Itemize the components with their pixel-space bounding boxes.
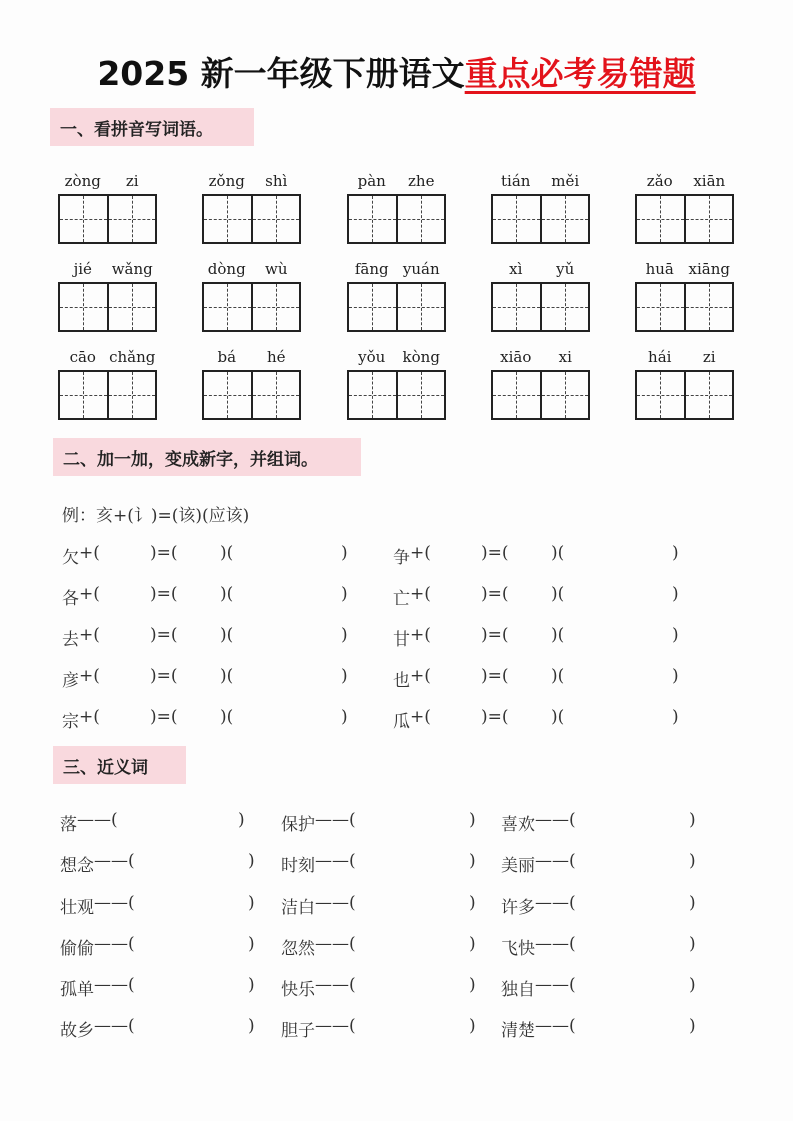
tianzige-writing-box[interactable] (491, 194, 590, 244)
synonym-row (60, 934, 270, 958)
add-character-row (62, 707, 362, 731)
pinyin-syllable: měi (551, 172, 580, 190)
synonym-answer-blank[interactable] (142, 934, 246, 956)
base-character: 甘 (393, 630, 410, 650)
tianzige-writing-box[interactable] (635, 282, 734, 332)
dash-open: ——( (315, 810, 356, 830)
synonym-answer-blank[interactable] (142, 893, 246, 915)
pinyin-syllable: yuán (402, 260, 440, 278)
close-paren: ) (469, 893, 476, 913)
dash-open: ——( (315, 1016, 356, 1036)
close-paren: ) (672, 584, 679, 604)
word-blank[interactable] (247, 543, 337, 565)
pinyin-syllable: pàn (357, 172, 386, 190)
writing-cell[interactable] (637, 284, 684, 330)
radical-blank[interactable] (97, 625, 147, 647)
synonym-word: 独自 (501, 980, 535, 1000)
equals-open: )=( (481, 625, 509, 645)
equals-open: )=( (150, 666, 178, 686)
word-blank[interactable] (247, 625, 337, 647)
writing-cell[interactable] (684, 372, 733, 418)
base-character: 争 (393, 548, 410, 568)
synonym-word: 许多 (501, 898, 535, 918)
dash-open: ——( (535, 893, 576, 913)
radical-blank[interactable] (428, 707, 478, 729)
writing-cell[interactable] (349, 284, 396, 330)
radical-blank[interactable] (97, 707, 147, 729)
synonym-answer-blank[interactable] (363, 975, 467, 997)
close-paren: ) (672, 666, 679, 686)
tianzige-writing-box[interactable] (58, 194, 157, 244)
writing-cell[interactable] (493, 372, 540, 418)
close-paren: ) (689, 975, 696, 995)
tianzige-writing-box[interactable] (347, 194, 446, 244)
tianzige-writing-box[interactable] (202, 282, 301, 332)
tianzige-writing-box[interactable] (491, 370, 590, 420)
close-paren: ) (248, 893, 255, 913)
synonym-answer-blank[interactable] (142, 1016, 246, 1038)
synonym-row (281, 810, 491, 834)
writing-cell[interactable] (493, 284, 540, 330)
synonym-row (501, 1016, 711, 1040)
dash-open: ——( (535, 810, 576, 830)
synonym-answer-blank[interactable] (363, 810, 467, 832)
pinyin-syllable: tián (501, 172, 531, 190)
page-title (0, 48, 793, 95)
close-paren: ) (248, 851, 255, 871)
synonym-row (281, 934, 491, 958)
new-character-blank[interactable] (175, 666, 220, 688)
plus-open: +( (79, 625, 100, 645)
writing-cell[interactable] (396, 372, 445, 418)
pinyin-syllable: hái (648, 348, 672, 366)
writing-cell[interactable] (107, 284, 156, 330)
pinyin-syllable: huā (645, 260, 674, 278)
synonym-row (281, 851, 491, 875)
close-paren: ) (469, 975, 476, 995)
tianzige-writing-box[interactable] (491, 282, 590, 332)
plus-open: +( (410, 625, 431, 645)
tianzige-writing-box[interactable] (635, 194, 734, 244)
synonym-row (281, 893, 491, 917)
synonym-row (60, 851, 270, 875)
word-blank[interactable] (578, 666, 668, 688)
base-character: 欠 (62, 548, 79, 568)
base-character: 各 (62, 589, 79, 609)
mid-paren: )( (220, 584, 234, 604)
synonym-row (60, 893, 270, 917)
synonym-row (60, 810, 270, 834)
example-line: 例：亥+(讠)=(该)(应该) (62, 506, 250, 526)
dash-open: ——( (94, 851, 135, 871)
add-character-row (393, 707, 693, 731)
mid-paren: )( (551, 707, 565, 727)
plus-open: +( (79, 584, 100, 604)
writing-cell[interactable] (540, 372, 589, 418)
writing-cell[interactable] (60, 196, 107, 242)
pinyin-syllable: bá (217, 348, 237, 366)
synonym-word: 保护 (281, 815, 315, 835)
radical-blank[interactable] (428, 625, 478, 647)
synonym-row (281, 1016, 491, 1040)
synonym-word: 故乡 (60, 1021, 94, 1041)
pinyin-syllable: fāng (354, 260, 389, 278)
base-character: 彦 (62, 671, 79, 691)
equals-open: )=( (150, 543, 178, 563)
synonym-word: 飞快 (501, 939, 535, 959)
synonym-word: 洁白 (281, 898, 315, 918)
title-highlight: 重点必考易错题 (464, 54, 696, 93)
title-main: 2025 新一年级下册语文 (97, 54, 465, 93)
writing-cell[interactable] (637, 196, 684, 242)
writing-cell[interactable] (684, 284, 733, 330)
synonym-row (501, 851, 711, 875)
mid-paren: )( (220, 543, 234, 563)
plus-open: +( (79, 666, 100, 686)
synonym-row (60, 975, 270, 999)
synonym-answer-blank[interactable] (583, 975, 687, 997)
close-paren: ) (469, 1016, 476, 1036)
new-character-blank[interactable] (506, 584, 551, 606)
radical-blank[interactable] (97, 543, 147, 565)
dash-open: ——( (315, 893, 356, 913)
pinyin-syllable: xiān (693, 172, 726, 190)
word-blank[interactable] (247, 584, 337, 606)
synonym-answer-blank[interactable] (583, 934, 687, 956)
dash-open: ——( (315, 934, 356, 954)
equals-open: )=( (481, 666, 509, 686)
synonym-answer-blank[interactable] (363, 893, 467, 915)
close-paren: ) (469, 810, 476, 830)
tianzige-writing-box[interactable] (202, 370, 301, 420)
mid-paren: )( (220, 625, 234, 645)
writing-cell[interactable] (204, 196, 251, 242)
tianzige-writing-box[interactable] (58, 282, 157, 332)
pinyin-syllable: yǒu (358, 348, 386, 366)
writing-cell[interactable] (107, 196, 156, 242)
close-paren: ) (672, 707, 679, 727)
close-paren: ) (341, 666, 348, 686)
writing-cell[interactable] (684, 196, 733, 242)
equals-open: )=( (150, 584, 178, 604)
synonym-word: 快乐 (281, 980, 315, 1000)
dash-open: ——( (315, 851, 356, 871)
add-character-row (393, 543, 693, 567)
base-character: 去 (62, 630, 79, 650)
synonym-word: 美丽 (501, 856, 535, 876)
dash-open: ——( (94, 893, 135, 913)
synonym-word: 忽然 (281, 939, 315, 959)
dash-open: ——( (94, 934, 135, 954)
pinyin-syllable: xì (509, 260, 523, 278)
equals-open: )=( (481, 707, 509, 727)
synonym-answer-blank[interactable] (363, 1016, 467, 1038)
plus-open: +( (410, 584, 431, 604)
writing-cell[interactable] (349, 372, 396, 418)
pinyin-syllable: xiāng (688, 260, 730, 278)
writing-cell[interactable] (396, 196, 445, 242)
close-paren: ) (341, 584, 348, 604)
pinyin-syllable: zhe (408, 172, 435, 190)
section-heading-synonyms: 三、近义词 (53, 746, 186, 784)
synonym-answer-blank[interactable] (363, 934, 467, 956)
base-character: 亡 (393, 589, 410, 609)
tianzige-writing-box[interactable] (347, 370, 446, 420)
mid-paren: )( (220, 707, 234, 727)
writing-cell[interactable] (637, 372, 684, 418)
pinyin-syllable: xi (558, 348, 572, 366)
tianzige-writing-box[interactable] (202, 194, 301, 244)
close-paren: ) (689, 934, 696, 954)
synonym-word: 想念 (60, 856, 94, 876)
pinyin-syllable: wǎng (111, 260, 153, 278)
close-paren: ) (469, 934, 476, 954)
close-paren: ) (341, 707, 348, 727)
new-character-blank[interactable] (506, 543, 551, 565)
close-paren: ) (689, 1016, 696, 1036)
plus-open: +( (410, 543, 431, 563)
add-character-row (62, 543, 362, 567)
writing-cell[interactable] (107, 372, 156, 418)
synonym-answer-blank[interactable] (142, 851, 246, 873)
pinyin-syllable: jié (73, 260, 92, 278)
writing-cell[interactable] (540, 196, 589, 242)
synonym-word: 壮观 (60, 898, 94, 918)
writing-cell[interactable] (204, 372, 251, 418)
plus-open: +( (410, 666, 431, 686)
close-paren: ) (689, 810, 696, 830)
word-blank[interactable] (578, 625, 668, 647)
synonym-answer-blank[interactable] (583, 851, 687, 873)
section-heading-pinyin: 一、看拼音写词语。 (50, 108, 254, 146)
close-paren: ) (341, 543, 348, 563)
synonym-word: 孤单 (60, 980, 94, 1000)
synonym-word: 清楚 (501, 1021, 535, 1041)
synonym-row (501, 934, 711, 958)
tianzige-writing-box[interactable] (635, 370, 734, 420)
add-character-row (62, 666, 362, 690)
dash-open: ——( (77, 810, 118, 830)
close-paren: ) (248, 1016, 255, 1036)
synonym-word: 时刻 (281, 856, 315, 876)
tianzige-writing-box[interactable] (347, 282, 446, 332)
pinyin-syllable: zi (125, 172, 139, 190)
writing-cell[interactable] (251, 196, 300, 242)
equals-open: )=( (150, 707, 178, 727)
pinyin-syllable: wù (265, 260, 288, 278)
section-heading-add-characters: 二、加一加，变成新字，并组词。 (53, 438, 361, 476)
close-paren: ) (672, 543, 679, 563)
pinyin-syllable: yǔ (556, 260, 575, 278)
pinyin-syllable: cāo (69, 348, 96, 366)
pinyin-syllable: dòng (207, 260, 246, 278)
synonym-row (501, 975, 711, 999)
dash-open: ——( (94, 1016, 135, 1036)
synonym-row (281, 975, 491, 999)
add-character-row (62, 584, 362, 608)
base-character: 瓜 (393, 712, 410, 732)
writing-cell[interactable] (251, 372, 300, 418)
dash-open: ——( (94, 975, 135, 995)
dash-open: ——( (535, 851, 576, 871)
mid-paren: )( (551, 584, 565, 604)
new-character-blank[interactable] (506, 707, 551, 729)
word-blank[interactable] (578, 707, 668, 729)
plus-open: +( (79, 707, 100, 727)
plus-open: +( (79, 543, 100, 563)
synonym-word: 胆子 (281, 1021, 315, 1041)
word-blank[interactable] (578, 584, 668, 606)
dash-open: ——( (535, 975, 576, 995)
equals-open: )=( (150, 625, 178, 645)
synonym-row (501, 810, 711, 834)
new-character-blank[interactable] (506, 666, 551, 688)
close-paren: ) (238, 810, 245, 830)
mid-paren: )( (220, 666, 234, 686)
radical-blank[interactable] (428, 666, 478, 688)
writing-cell[interactable] (60, 372, 107, 418)
writing-cell[interactable] (493, 196, 540, 242)
tianzige-writing-box[interactable] (58, 370, 157, 420)
add-character-row (393, 584, 693, 608)
writing-cell[interactable] (60, 284, 107, 330)
close-paren: ) (469, 851, 476, 871)
new-character-blank[interactable] (175, 625, 220, 647)
pinyin-syllable: zǒng (208, 172, 245, 190)
close-paren: ) (248, 934, 255, 954)
plus-open: +( (410, 707, 431, 727)
add-character-row (62, 625, 362, 649)
close-paren: ) (341, 625, 348, 645)
new-character-blank[interactable] (175, 584, 220, 606)
new-character-blank[interactable] (506, 625, 551, 647)
synonym-answer-blank[interactable] (142, 975, 246, 997)
word-blank[interactable] (578, 543, 668, 565)
synonym-answer-blank[interactable] (583, 810, 687, 832)
radical-blank[interactable] (97, 584, 147, 606)
pinyin-syllable: xiāo (500, 348, 532, 366)
synonym-row (501, 893, 711, 917)
base-character: 也 (393, 671, 410, 691)
pinyin-syllable: hé (266, 348, 286, 366)
dash-open: ——( (315, 975, 356, 995)
dash-open: ——( (535, 934, 576, 954)
pinyin-syllable: zòng (64, 172, 101, 190)
mid-paren: )( (551, 625, 565, 645)
writing-cell[interactable] (540, 284, 589, 330)
word-blank[interactable] (247, 666, 337, 688)
synonym-answer-blank[interactable] (583, 1016, 687, 1038)
close-paren: ) (248, 975, 255, 995)
synonym-answer-blank[interactable] (583, 893, 687, 915)
radical-blank[interactable] (97, 666, 147, 688)
pinyin-syllable: zi (702, 348, 716, 366)
new-character-blank[interactable] (175, 707, 220, 729)
radical-blank[interactable] (428, 584, 478, 606)
equals-open: )=( (481, 543, 509, 563)
synonym-answer-blank[interactable] (125, 810, 236, 832)
new-character-blank[interactable] (175, 543, 220, 565)
mid-paren: )( (551, 666, 565, 686)
writing-cell[interactable] (251, 284, 300, 330)
synonym-word: 偷偷 (60, 939, 94, 959)
word-blank[interactable] (247, 707, 337, 729)
synonym-answer-blank[interactable] (363, 851, 467, 873)
base-character: 宗 (62, 712, 79, 732)
synonym-word: 落 (60, 815, 77, 835)
add-character-row (393, 625, 693, 649)
close-paren: ) (672, 625, 679, 645)
synonym-row (60, 1016, 270, 1040)
close-paren: ) (689, 893, 696, 913)
pinyin-syllable: shì (265, 172, 288, 190)
pinyin-syllable: chǎng (109, 348, 156, 366)
equals-open: )=( (481, 584, 509, 604)
dash-open: ——( (535, 1016, 576, 1036)
add-character-row (393, 666, 693, 690)
synonym-word: 喜欢 (501, 815, 535, 835)
close-paren: ) (689, 851, 696, 871)
writing-cell[interactable] (204, 284, 251, 330)
writing-cell[interactable] (396, 284, 445, 330)
radical-blank[interactable] (428, 543, 478, 565)
writing-cell[interactable] (349, 196, 396, 242)
mid-paren: )( (551, 543, 565, 563)
pinyin-syllable: zǎo (646, 172, 673, 190)
pinyin-syllable: kòng (402, 348, 440, 366)
